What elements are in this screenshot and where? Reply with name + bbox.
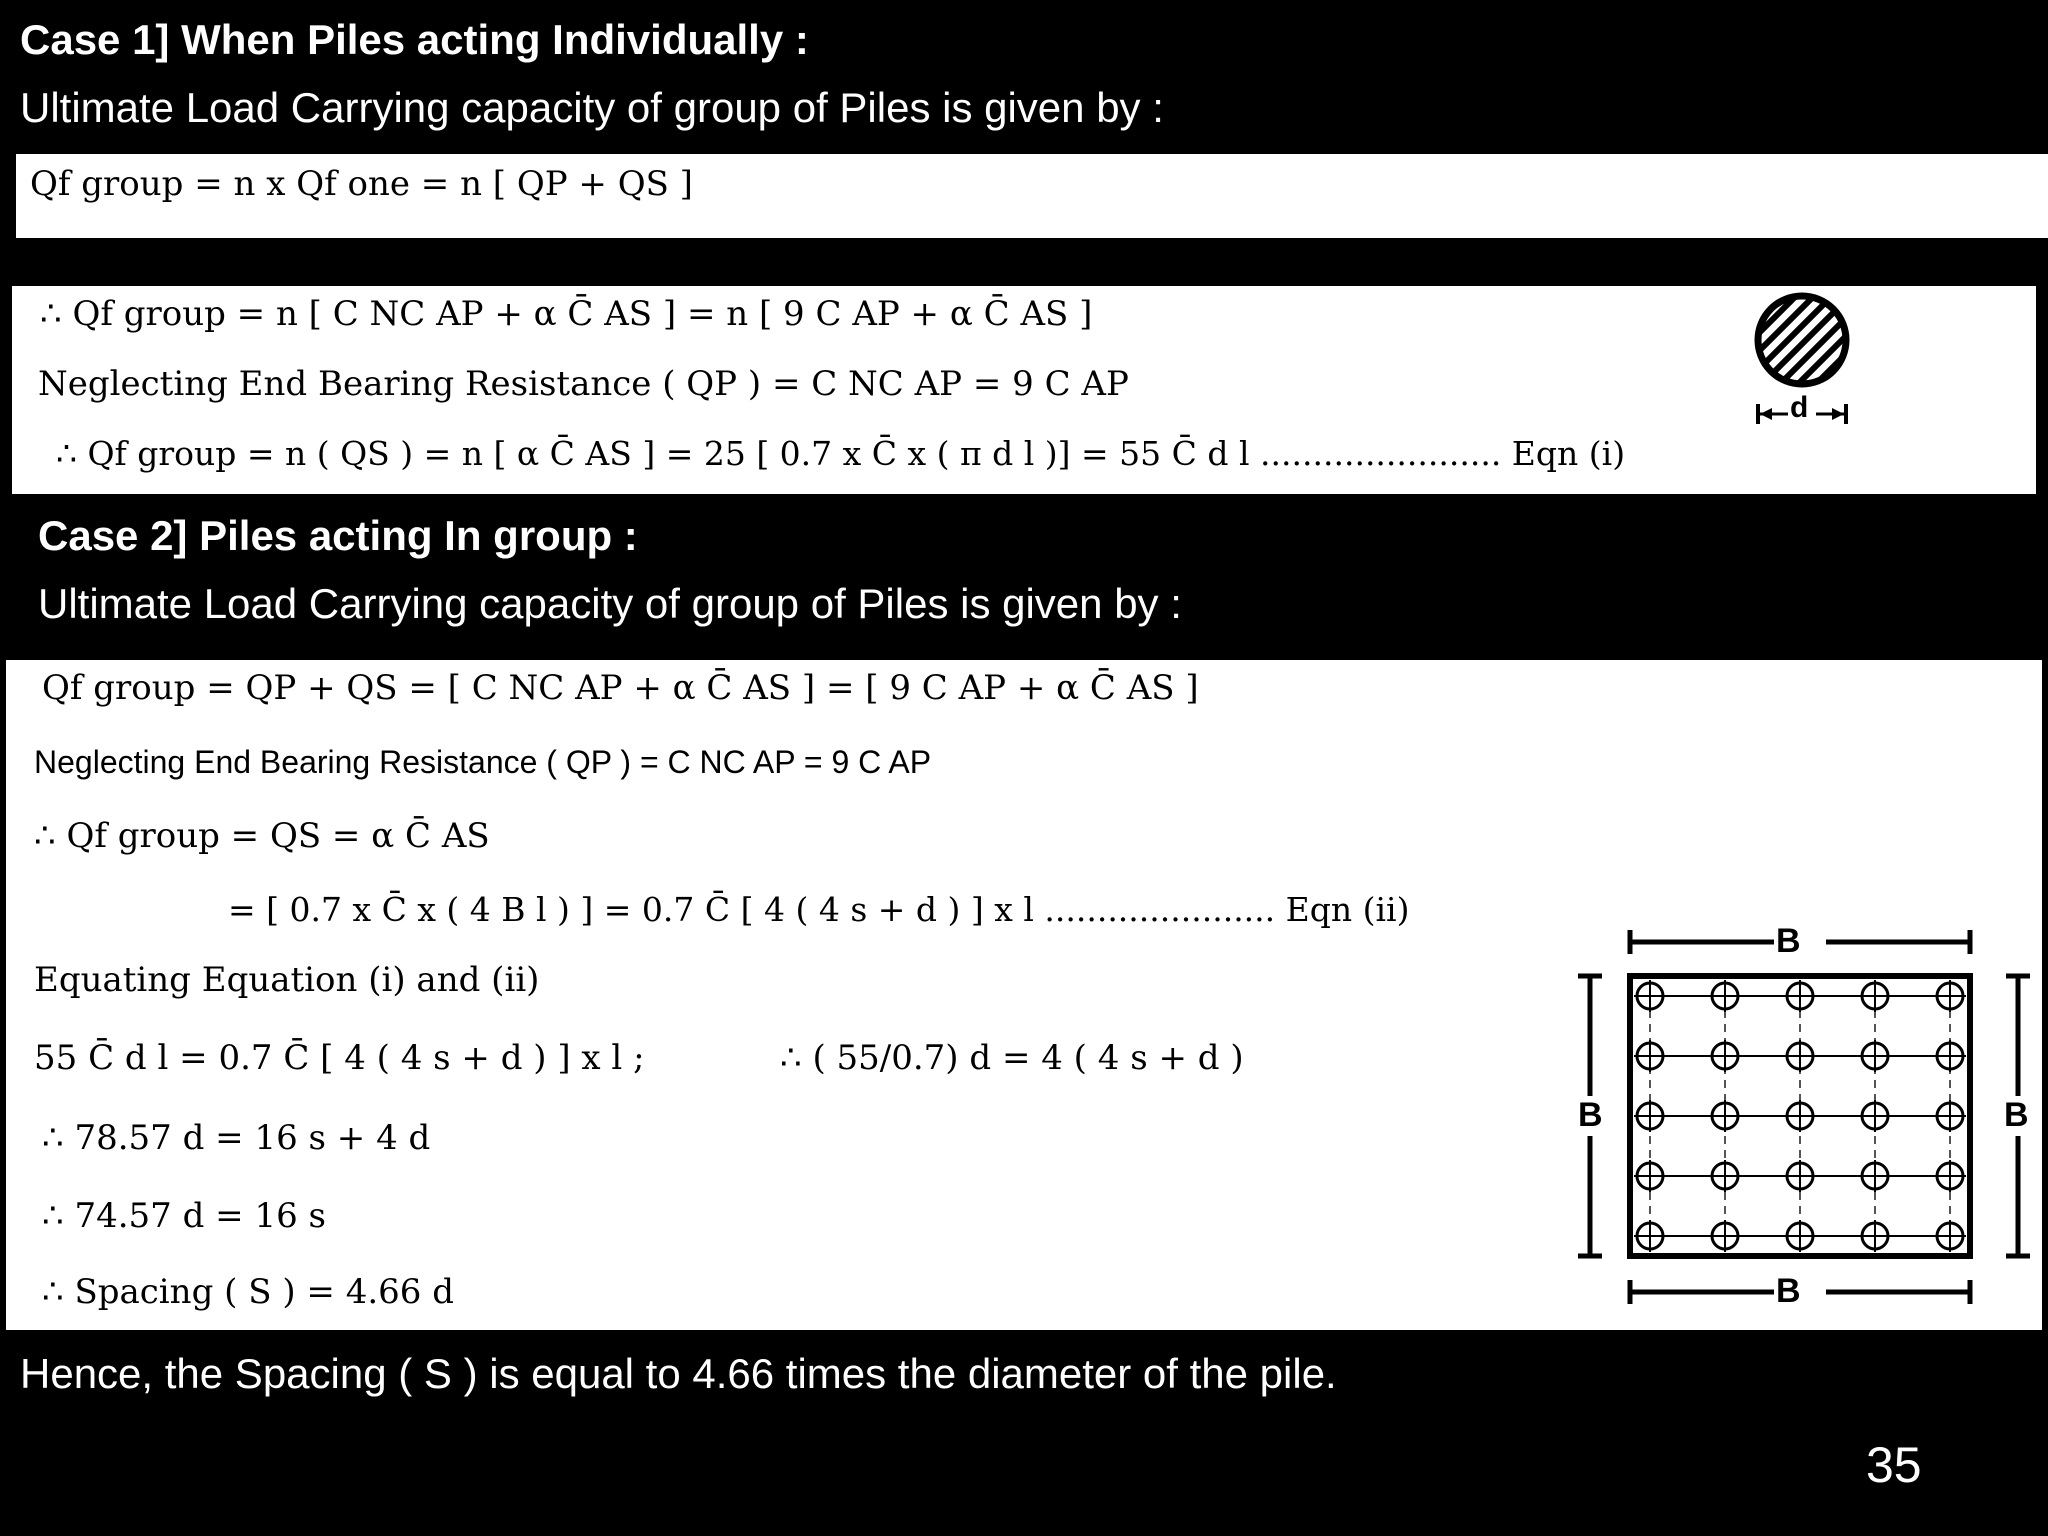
group-width-label-bottom: B <box>1776 1272 1801 1310</box>
case2-derivation-panel <box>6 660 2042 1330</box>
case2-eq3: ∴ Qf group = QS = α C̄ AS <box>34 816 490 856</box>
group-width-label-top: B <box>1776 922 1801 960</box>
case2-eq7: ∴ 78.57 d = 16 s + 4 d <box>42 1118 431 1158</box>
slide-number: 35 <box>1866 1437 1922 1493</box>
case1-eq1: ∴ Qf group = n [ C NC AP + α C̄ AS ] = n [ 9 C AP + α C̄ AS ] <box>40 294 1093 334</box>
case1-heading: Case 1] When Piles acting Individually : <box>20 16 809 63</box>
case2-eq6b: ∴ ( 55/0.7) d = 4 ( 4 s + d ) <box>780 1038 1244 1078</box>
case1-main-formula: Qf group = n x Qf one = n [ QP + QS ] <box>30 164 693 204</box>
case2-eq5: Equating Equation (i) and (ii) <box>34 960 540 1000</box>
case1-eq2: Neglecting End Bearing Resistance ( QP ) = C NC AP = 9 C AP <box>38 364 1129 404</box>
case2-eq6: 55 C̄ d l = 0.7 C̄ [ 4 ( 4 s + d ) ] x l ; <box>34 1038 645 1078</box>
case2-heading: Case 2] Piles acting In group : <box>38 512 638 559</box>
conclusion-text: Hence, the Spacing ( S ) is equal to 4.66 times the diameter of the pile. <box>20 1350 1337 1397</box>
pile-group-diagram <box>1566 920 2036 1330</box>
case1-eq3: ∴ Qf group = n ( QS ) = n [ α C̄ AS ] = 25 [ 0.7 x C̄ x ( π d l )] = 55 C̄ d l ....................... Eqn (i) <box>56 434 1626 473</box>
case1-derivation-panel <box>12 286 2036 494</box>
case2-eq2: Neglecting End Bearing Resistance ( QP ) = C NC AP = 9 C AP <box>34 744 932 780</box>
group-width-label-left: B <box>1578 1096 1603 1134</box>
case2-intro: Ultimate Load Carrying capacity of group of Piles is given by : <box>38 580 1182 627</box>
case1-intro: Ultimate Load Carrying capacity of group of Piles is given by : <box>20 84 1164 131</box>
case1-main-formula-panel <box>16 154 2048 238</box>
case2-eq8: ∴ 74.57 d = 16 s <box>42 1196 326 1236</box>
case2-eq4: = [ 0.7 x C̄ x ( 4 B l ) ] = 0.7 C̄ [ 4 ( 4 s + d ) ] x l ...................... Eqn (ii) <box>228 890 1410 929</box>
case2-eq9: ∴ Spacing ( S ) = 4.66 d <box>42 1272 454 1312</box>
case2-eq1: Qf group = QP + QS = [ C NC AP + α C̄ AS ] = [ 9 C AP + α C̄ AS ] <box>42 668 1199 708</box>
pile-diameter-label: d <box>1790 391 1809 424</box>
group-width-label-right: B <box>2004 1096 2029 1134</box>
